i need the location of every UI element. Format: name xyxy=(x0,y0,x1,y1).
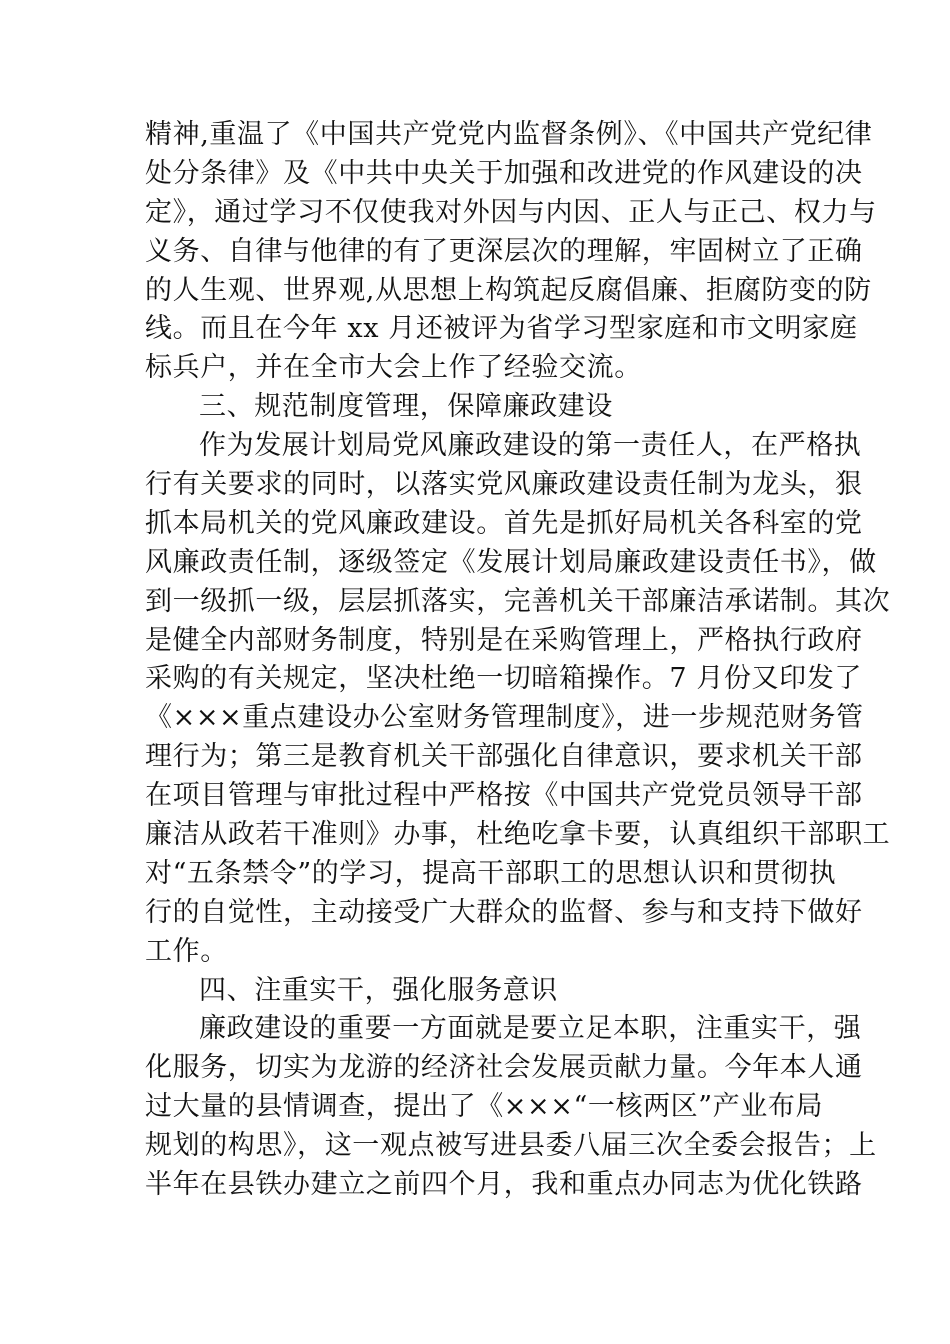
text-line: 廉洁从政若干准则》办事，杜绝吃拿卡要，认真组织干部职工 xyxy=(145,819,891,851)
text-line: 义务、自律与他律的有了更深层次的理解，牢固树立了正确 xyxy=(145,235,863,267)
text-line: 在项目管理与审批过程中严格按《中国共产党党员领导干部 xyxy=(145,780,863,812)
section-heading: 四、注重实干，强化服务意识 xyxy=(199,974,558,1006)
text-line: 到一级抓一级，层层抓落实，完善机关干部廉洁承诺制。其次 xyxy=(145,585,891,617)
text-line: 理行为；第三是教育机关干部强化自律意识，要求机关干部 xyxy=(145,741,863,773)
text-line: 采购的有关规定，坚决杜绝一切暗箱操作。7 月份又印发了 xyxy=(145,663,862,695)
text-line: 风廉政责任制，逐级签定《发展计划局廉政建设责任书》，做 xyxy=(145,546,877,578)
text-line: 处分条律》及《中共中央关于加强和改进党的作风建设的决 xyxy=(145,157,863,189)
text-line: 工作。 xyxy=(145,935,228,967)
text-line: 半年在县铁办建立之前四个月，我和重点办同志为优化铁路 xyxy=(145,1169,863,1201)
document-body xyxy=(145,116,891,1205)
text-line: 对“五条禁令”的学习，提高干部职工的思想认识和贯彻执 xyxy=(145,857,837,889)
text-line: 过大量的县情调查，提出了《×××“一核两区”产业布局 xyxy=(145,1091,824,1123)
text-line: 抓本局机关的党风廉政建设。首先是抓好局机关各科室的党 xyxy=(145,507,863,539)
text-line: 《×××重点建设办公室财务管理制度》，进一步规范财务管 xyxy=(145,702,864,734)
text-line: 定》，通过学习不仅使我对外因与内因、正人与正己、权力与 xyxy=(145,196,877,228)
text-line: 作为发展计划局党风廉政建设的第一责任人，在严格执 xyxy=(199,430,862,462)
text-line: 是健全内部财务制度，特别是在采购管理上，严格执行政府 xyxy=(145,624,863,656)
text-line: 精神,重温了《中国共产党党内监督条例》、《中国共产党纪律 xyxy=(145,119,873,150)
text-line: 廉政建设的重要一方面就是要立足本职，注重实干，强 xyxy=(199,1013,862,1045)
section-heading: 三、规范制度管理，保障廉政建设 xyxy=(199,391,613,423)
text-line: 化服务，切实为龙游的经济社会发展贡献力量。今年本人通 xyxy=(145,1052,863,1084)
text-line: 线。而且在今年 xx 月还被评为省学习型家庭和市文明家庭 xyxy=(145,313,858,345)
text-line: 的人生观、世界观,从思想上构筑起反腐倡廉、拒腐防变的防 xyxy=(145,274,872,306)
text-line: 标兵户，并在全市大会上作了经验交流。 xyxy=(145,352,642,384)
text-line: 行有关要求的同时，以落实党风廉政建设责任制为龙头，狠 xyxy=(145,469,863,501)
text-line: 规划的构思》，这一观点被写进县委八届三次全委会报告；上 xyxy=(145,1130,877,1162)
text-line: 行的自觉性，主动接受广大群众的监督、参与和支持下做好 xyxy=(145,896,863,928)
